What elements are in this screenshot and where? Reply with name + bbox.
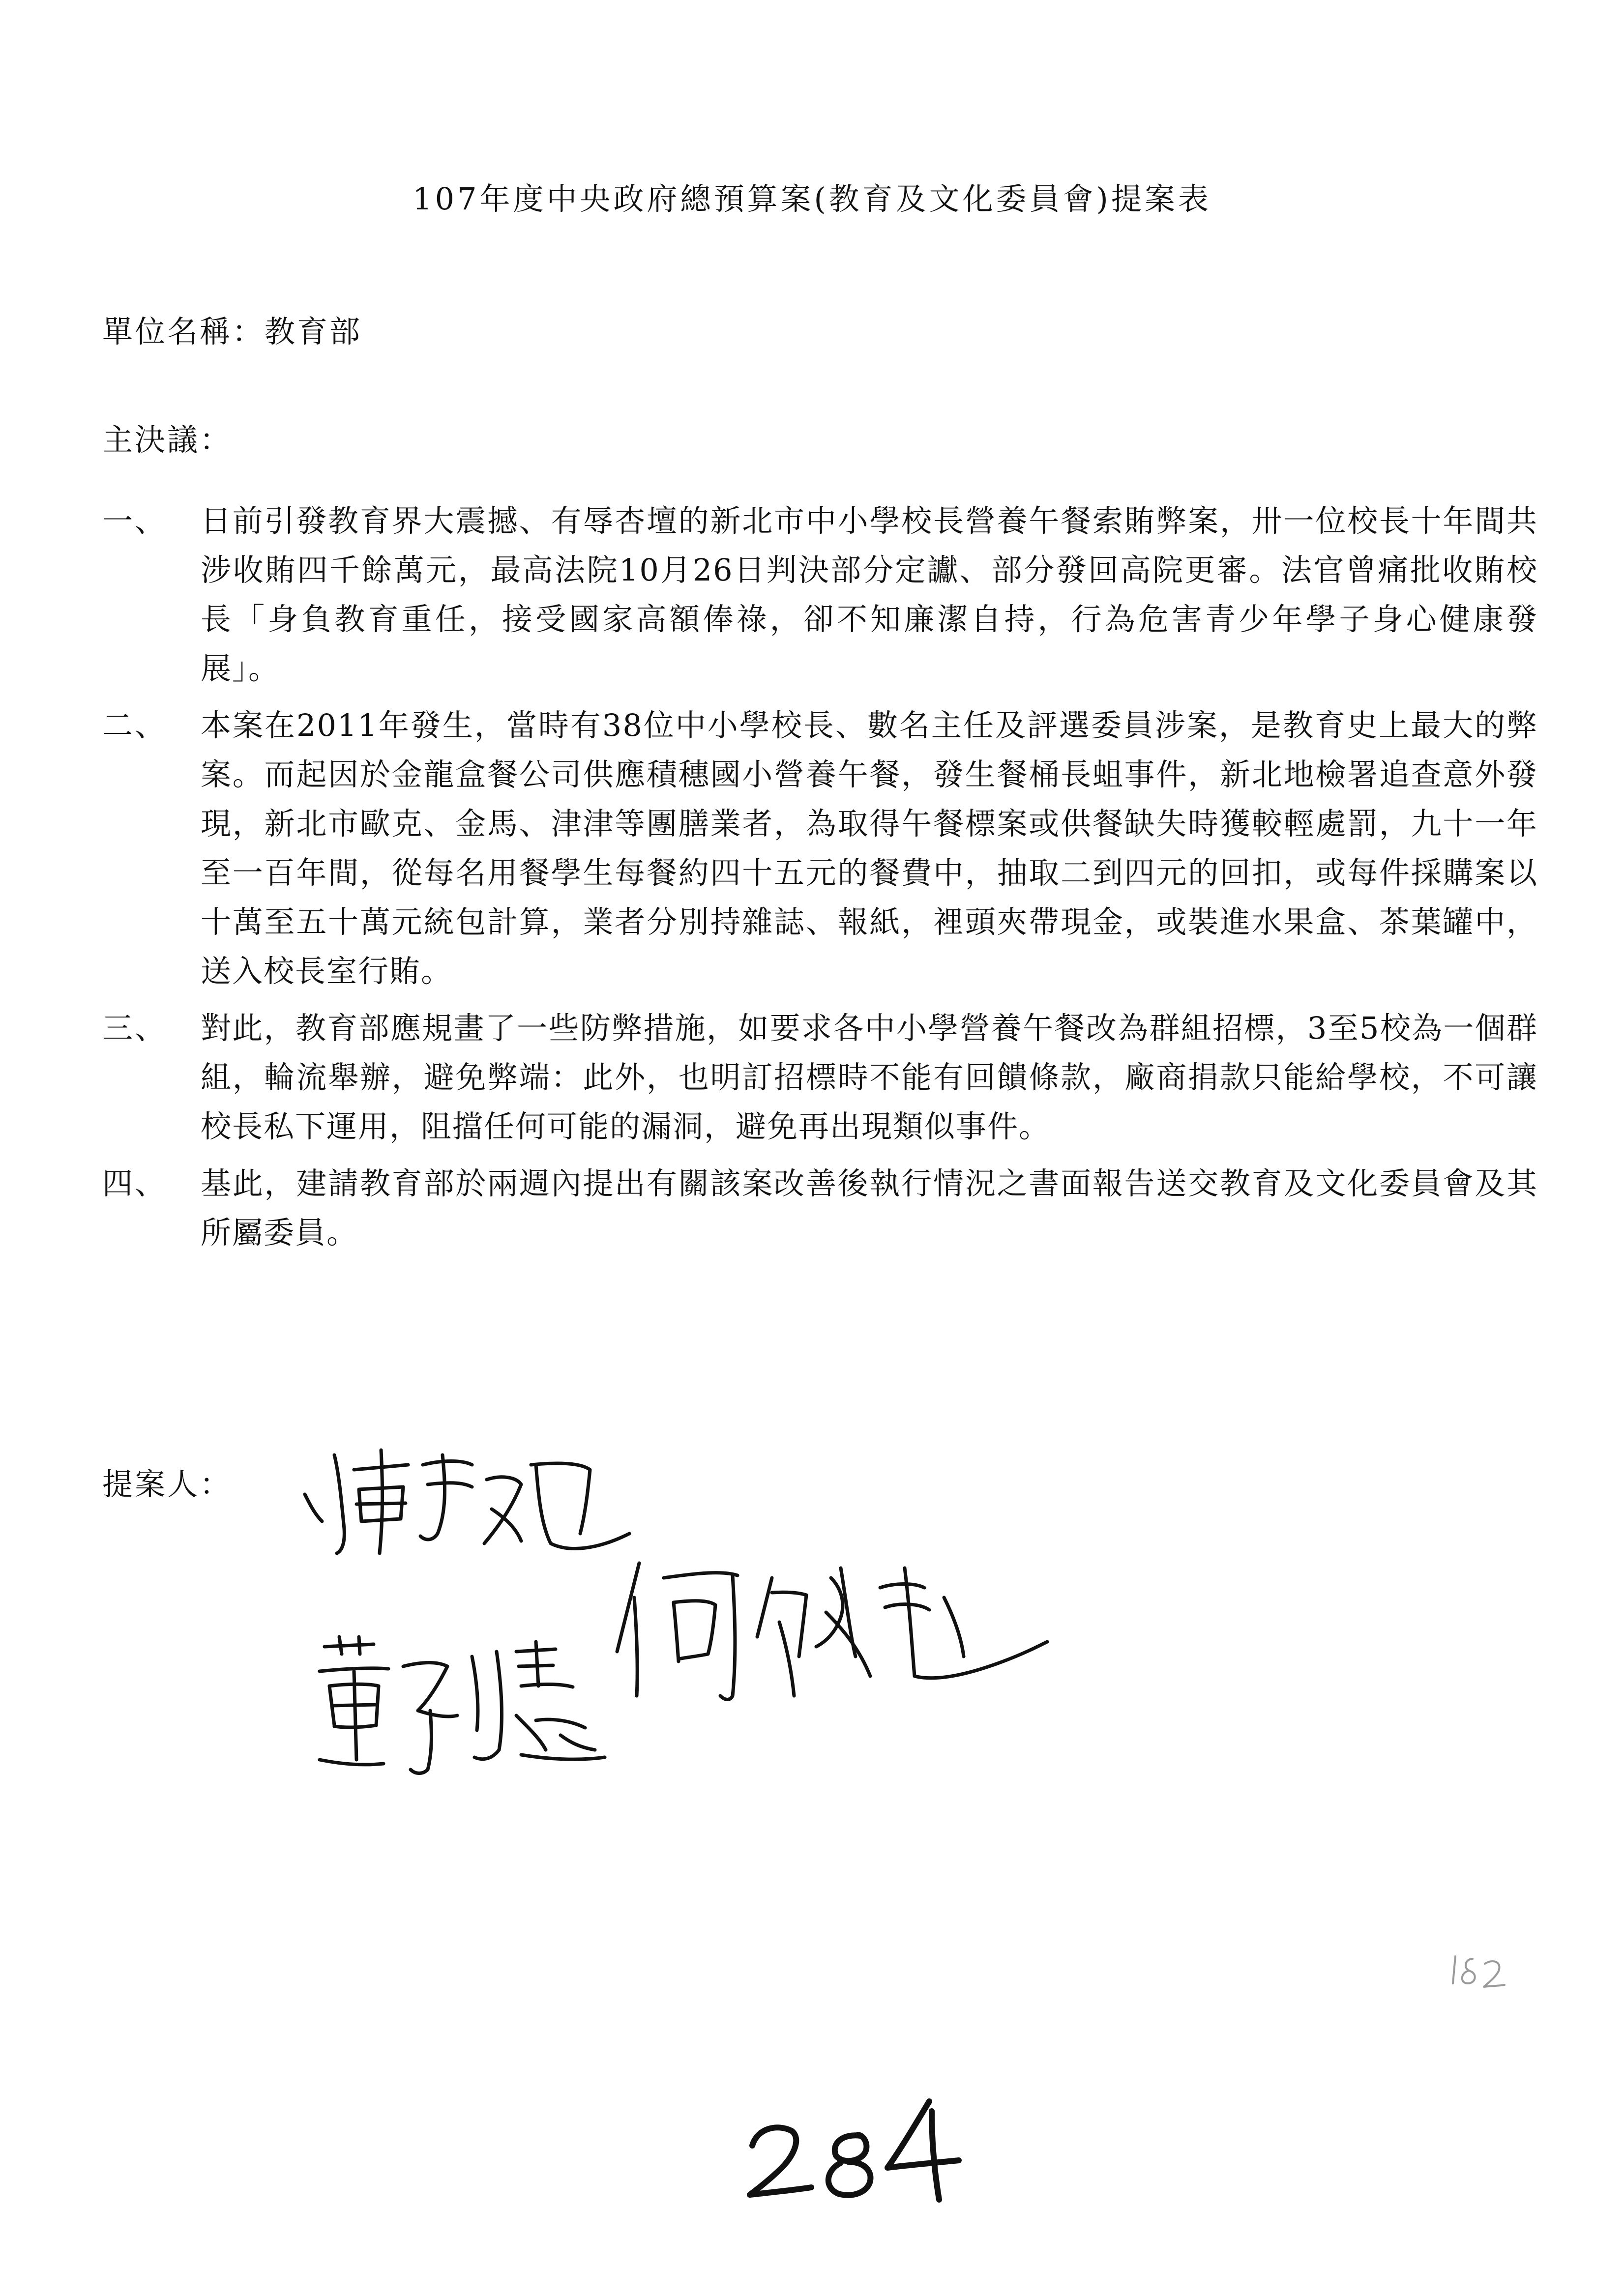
resolution-item [102, 701, 1538, 996]
item-text: 基此，建請教育部於兩週內提出有關該案改善後執行情況之書面報告送交教育及文化委員會及其所屬委員。 [201, 1165, 1538, 1250]
signature-3 [305, 1632, 610, 1789]
resolution-items [102, 496, 1538, 1265]
main-resolution-label: 主決議： [102, 422, 233, 458]
item-text: 日前引發教育界大震撼、有辱杏壇的新北市中小學校長營養午餐索賄弊案，卅一位校長十年間共涉收賄四千餘萬元，最高法院10月26日判決部分定讞、部分發回高院更審。法官曾痛批收賄校長「身負教育重任，接受國家高額俸祿，卻不知廉潔自持，行為危害青少年學子身心健康發展」。 [201, 503, 1538, 686]
resolution-item [102, 1004, 1538, 1151]
item-number: 四、 [102, 1165, 168, 1201]
handwritten-page-number [738, 2082, 983, 2209]
margin-note [1446, 1947, 1509, 1996]
document-title: 107年度中央政府總預算案(教育及文化委員會)提案表 [413, 181, 1211, 217]
signature-2 [610, 1548, 1052, 1706]
unit-name: 單位名稱：教育部 [102, 314, 362, 349]
item-number: 一、 [102, 503, 168, 539]
item-number: 二、 [102, 707, 168, 743]
resolution-item [102, 496, 1538, 693]
signature-1 [295, 1435, 639, 1563]
resolution-item [102, 1159, 1538, 1257]
item-text: 本案在2011年發生，當時有38位中小學校長、數名主任及評選委員涉案，是教育史上最大的弊案。而起因於金龍盒餐公司供應積穗國小營養午餐，發生餐桶長蛆事件，新北地檢署追查意外發現，新北市歐克、金馬、津津等團膳業者，為取得午餐標案或供餐缺失時獲較輕處罰，九十一年至一百年間，從每名用餐學生每餐約四十五元的餐費中，抽取二到四元的回扣，或每件採購案以十萬至五十萬元統包計算，業者分別持雜誌、報紙，裡頭夾帶現金，或裝進水果盒、茶葉罐中，送入校長室行賄。 [201, 707, 1538, 989]
item-number: 三、 [102, 1010, 168, 1046]
proposer-label: 提案人： [102, 1466, 233, 1502]
item-text: 對此，教育部應規畫了一些防弊措施，如要求各中小學營養午餐改為群組招標，3至5校為一個群組，輪流舉辦，避免弊端：此外，也明訂招標時不能有回饋條款，廠商捐款只能給學校，不可讓校長私下運用，阻擋任何可能的漏洞，避免再出現類似事件。 [201, 1010, 1538, 1144]
